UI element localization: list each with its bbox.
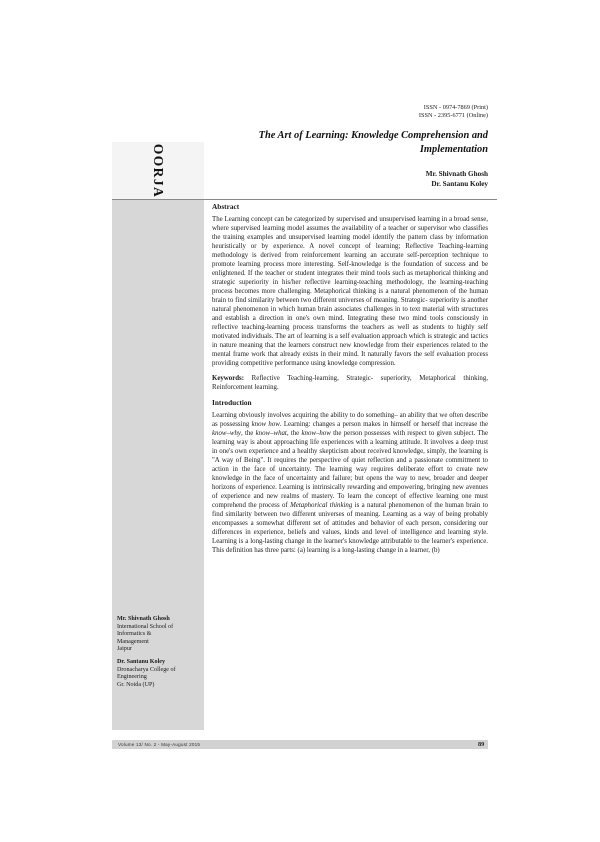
issn-block xyxy=(419,104,488,120)
abstract-text: The Learning concept can be categorized by supervised and unsupervised learning in a broad sense, where supervised learning model assumes the availability of a teacher or supervisor who classifies the training examples and unsupervised learning model identify the pattern class by information heuristically or by experience. A novel concept of learning; Reflective Teaching-learning methodology is derived from reinforcement learning an accurate self-perception technique to promote learning process more interesting. Self-knowledge is the foundation of success and be enlightened. If the teacher or student integrates their mind tools such as metaphorical thinking and strategic superiority in his/her reflective learning-teaching methodology, the learning-teaching process becomes more challenging. Metaphorical thinking is a natural phenomenon of the human brain to find similarity between two different universes of meaning. Strategic- superiority is another natural phenomenon in which human brain associates challenges in to text material with structures and establish a direction in one's own mind. Integrating these two mind tools consciously in reflective teaching-learning process transforms the teachers as well as students to highly self motivated individuals. The art of learning is a self evaluation approach which is strategic and tactics in nature meaning that the learners construct new knowledge from their experiences related to the mental frame work that already exists in their mind. It naturally favors the self evaluation process providing competitive performance using knowledge compression. xyxy=(212,216,488,367)
header-rule xyxy=(112,199,497,200)
affiliation-line: Dronacharya College of xyxy=(117,666,176,673)
introduction-text: Learning obviously involves acquiring the ability to do something– an ability that we often describe as possessing know how. Learning: changes a person makes in himself or herself that increase the know–why, the know–what, the know–how the person possesses with respect to given subject. The learning way is about approaching life experiences with a learning attitude. It involves a deep trust in one's own experience and a healthy skepticism about received knowledge, simply, the learning is "A way of Being". It requires the perspective of quiet reflection and a passionate commitment to action in the face of uncertainty. The learning way requires deliberate effort to create new knowledge in the face of uncertainty and failure; but opens the way to new, broader and deeper horizons of experience. Learning is intrinsically rewarding and empowering, bringing new avenues of experience and new realms of mastery. To learn the concept of effective learning one must comprehend the process of Metaphorical thinking is a natural phenomenon of the human brain to find similarity between two different universes of meaning. Learning as a way of being probably encompasses a somewhat different set of attitudes and behavior of each person, considering our differences in experience, beliefs and values, kinds and level of intelligence and learning style. Learning is a long-lasting change in the learner's knowledge attributable to the learner's experience. This definition has three parts: (a) learning is a long-lasting change in a learner, (b) xyxy=(212,412,488,554)
introduction-heading: Introduction xyxy=(212,398,252,407)
affiliation-line: Jaipur xyxy=(117,646,132,653)
emphasis: know–why xyxy=(212,430,241,437)
emphasis: know–how xyxy=(301,430,331,437)
abstract-heading: Abstract xyxy=(212,202,240,211)
affiliation-name: Mr. Shivnath Ghosh xyxy=(117,616,170,622)
article-title xyxy=(188,129,488,156)
emphasis: know how xyxy=(251,421,280,428)
issn-print: ISSN - 0974-7869 (Print) xyxy=(423,104,488,111)
volume-info: Volume 13/ No. 2 - May-August 2015 xyxy=(118,742,201,747)
keywords-text: Reflective Teaching-learning, Strategic- superiority, Metaphorical thinking, Reinforcement learning. xyxy=(212,375,488,391)
affiliation-name: Dr. Santanu Koley xyxy=(117,658,166,665)
affiliation-1 xyxy=(117,616,203,654)
affiliation-line: Engineering xyxy=(117,674,147,681)
affiliation-line: Informatics & xyxy=(117,631,152,638)
issn-online: ISSN - 2395-6771 (Online) xyxy=(418,112,488,120)
title-line-2: Implementation xyxy=(419,143,488,155)
affiliation-2 xyxy=(117,659,203,689)
main-column xyxy=(212,202,488,561)
footer-bar xyxy=(112,740,488,749)
title-line-1: The Art of Learning: Knowledge Comprehension and xyxy=(258,130,488,141)
journal-name: OORJA xyxy=(151,143,166,199)
author-name: Mr. Shivnath Ghosh xyxy=(425,170,488,178)
affiliations xyxy=(117,616,203,694)
keywords-label: Keywords: xyxy=(212,375,245,382)
author-name: Dr. Santanu Koley xyxy=(431,179,488,188)
emphasis: Metaphorical thinking xyxy=(290,502,353,509)
emphasis: know–what xyxy=(255,430,287,437)
author-list xyxy=(426,170,488,190)
affiliation-line: International School of xyxy=(117,623,174,630)
page-number: 89 xyxy=(478,741,485,748)
keywords xyxy=(212,374,488,392)
affiliation-line: Gr. Noida (UP) xyxy=(117,681,155,688)
affiliation-line: Management xyxy=(117,638,149,645)
